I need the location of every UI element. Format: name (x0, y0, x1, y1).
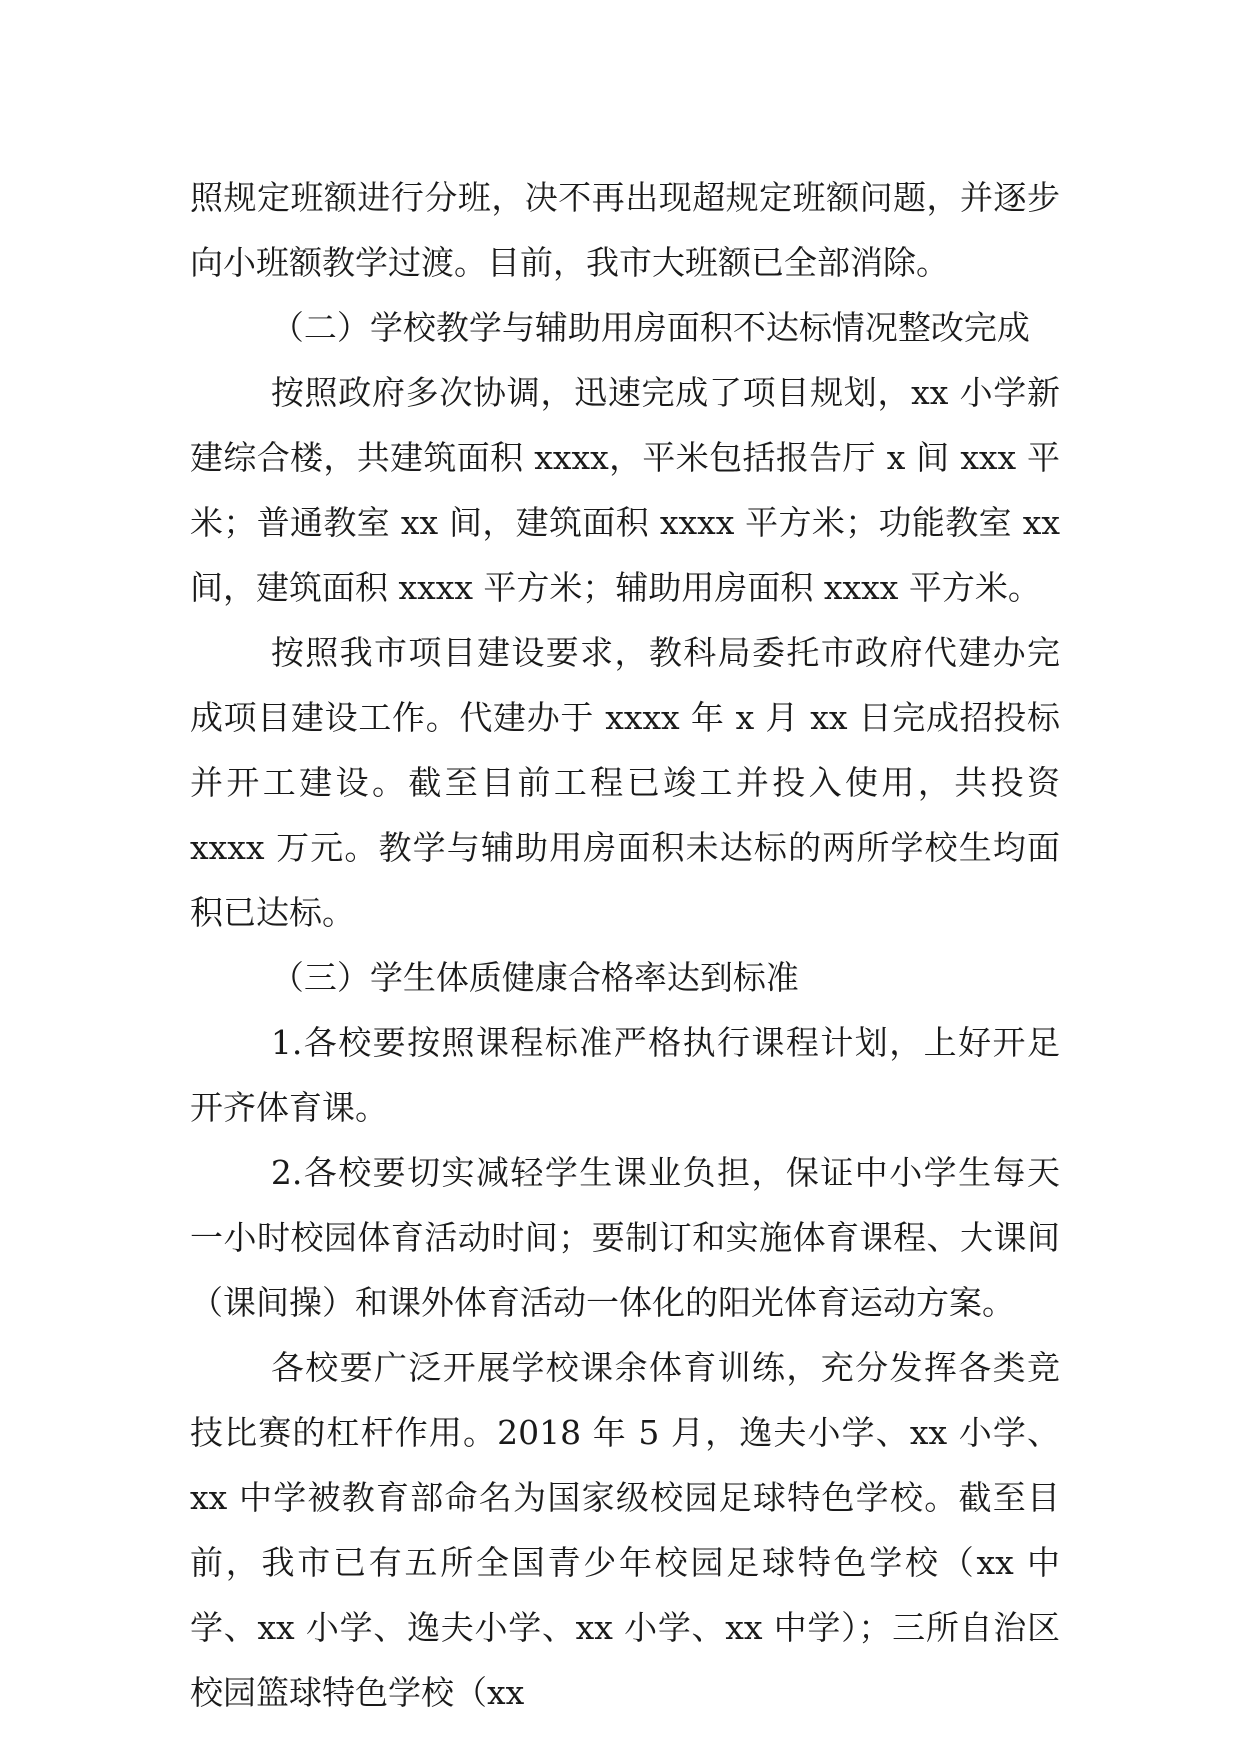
section-heading-three: （三）学生体质健康合格率达到标准 (270, 958, 799, 997)
document-body (190, 165, 1060, 1725)
paragraph-item-2: 2.各校要切实减轻学生课业负担，保证中小学生每天一小时校园体育活动时间；要制订和实施体育课程、大课间（课间操）和课外体育活动一体化的阳光体育运动方案。 (190, 1153, 1060, 1322)
paragraph-project-plan: 按照政府多次协调，迅速完成了项目规划，xx 小学新建综合楼，共建筑面积 xxxx，平米包括报告厅 x 间 xxx 平米；普通教室 xx 间，建筑面积 xxxx 平方米；功能教室 xx 间，建筑面积 xxxx 平方米；辅助用房面积 xxxx 平方米。 (190, 373, 1060, 607)
paragraph-training: 各校要广泛开展学校课余体育训练，充分发挥各类竞技比赛的杠杆作用。2018 年 5 月，逸夫小学、xx 小学、xx 中学被教育部命名为国家级校园足球特色学校。截至目前，我市已有五所全国青少年校园足球特色学校（xx 中学、xx 小学、逸夫小学、xx 小学、xx 中学）；三所自治区校园篮球特色学校（xx (190, 1348, 1060, 1712)
section-heading-two: （二）学校教学与辅助用房面积不达标情况整改完成 (270, 308, 1030, 347)
paragraph-continuation: 照规定班额进行分班，决不再出现超规定班额问题，并逐步向小班额教学过渡。目前，我市大班额已全部消除。 (190, 178, 1060, 282)
paragraph-item-1: 1.各校要按照课程标准严格执行课程计划，上好开足开齐体育课。 (190, 1023, 1060, 1127)
paragraph-construction: 按照我市项目建设要求，教科局委托市政府代建办完成项目建设工作。代建办于 xxxx 年 x 月 xx 日完成招投标并开工建设。截至目前工程已竣工并投入使用，共投资 xxxx 万元。教学与辅助用房面积未达标的两所学校生均面积已达标。 (190, 633, 1060, 932)
